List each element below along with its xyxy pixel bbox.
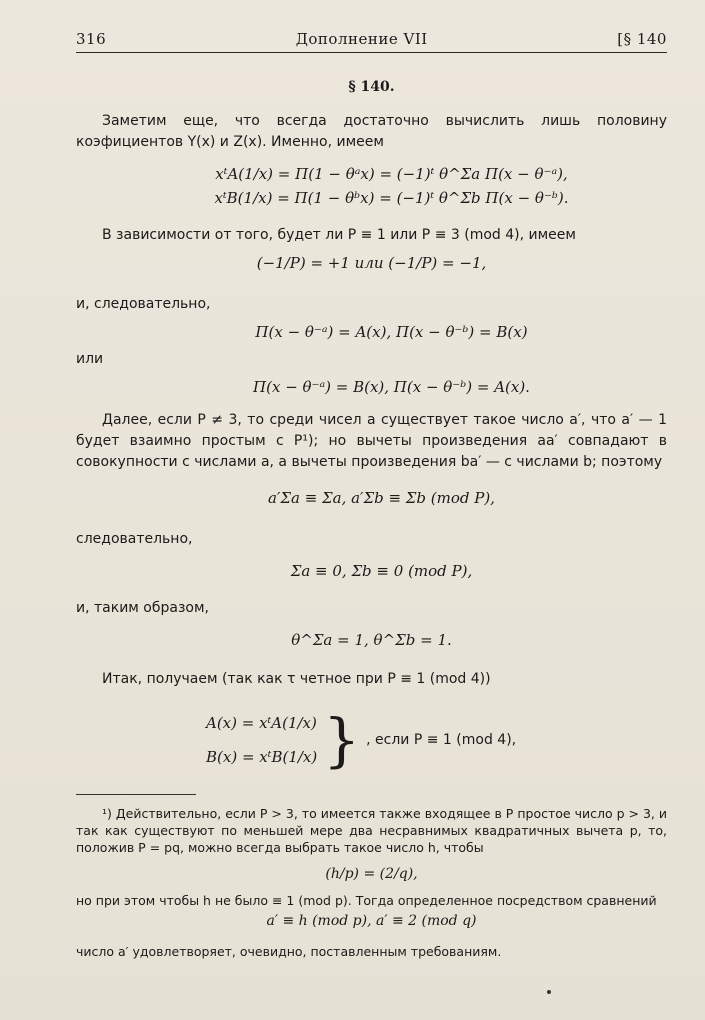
system-line-1: A(x) = xᵗA(1/x) <box>206 714 317 732</box>
footnote-text-3: число a′ удовлетворяет, очевидно, поставленным требованиям. <box>76 944 502 959</box>
paragraph-5: Далее, если P ≠ 3, то среди чисел a существует такое число a′, что a′ — 1 будет взаимно простым с P¹); но вычеты произведения aa′ совпадают в совокупности с числами a, а вычеты произведения ba′ — с числами b; поэтому <box>76 412 667 470</box>
paragraph-4: или <box>76 351 104 367</box>
paragraph-7: и, таким образом, <box>76 600 209 616</box>
ink-speck <box>547 990 551 994</box>
equation-system-lines <box>206 706 317 774</box>
running-title: Дополнение VII <box>295 30 428 48</box>
formula-5: Π(x − θ⁻ᵃ) = B(x), Π(x − θ⁻ᵇ) = A(x). <box>253 378 530 396</box>
footnote-formula-2: a′ ≡ h (mod p), a′ ≡ 2 (mod q) <box>266 913 477 929</box>
system-condition: , если P ≡ 1 (mod 4), <box>366 732 517 748</box>
formula-7: Σa ≡ 0, Σb ≡ 0 (mod P), <box>290 562 473 580</box>
right-brace: } <box>323 706 361 774</box>
formula-4: Π(x − θ⁻ᵃ) = A(x), Π(x − θ⁻ᵇ) = B(x) <box>255 323 528 341</box>
paragraph-1: Заметим еще, что всегда достаточно вычислить лишь половину коэфициентов Y(x) и Z(x). Именно, имеем <box>76 113 667 150</box>
footnote-text-2: но при этом чтобы h не было ≡ 1 (mod p). Тогда определенное посредством сравнений <box>76 893 657 908</box>
footnote <box>76 805 667 960</box>
formula-3: (−1/P) = +1 или (−1/P) = −1, <box>256 254 487 272</box>
formula-8: θ^Σa = 1, θ^Σb = 1. <box>291 631 452 649</box>
paragraph-8: Итак, получаем (так как τ четное при P ≡ 1 (mod 4)) <box>102 671 491 687</box>
section-reference: [§ 140 <box>617 30 667 48</box>
paragraph-2: В зависимости от того, будет ли P ≡ 1 или P ≡ 3 (mod 4), имеем <box>102 227 576 243</box>
formula-6: a′Σa ≡ Σa, a′Σb ≡ Σb (mod P), <box>268 489 495 507</box>
page-header <box>76 30 667 53</box>
formula-2: xᵗB(1/x) = Π(1 − θᵇx) = (−1)ᵗ θ^Σb Π(x − θ⁻ᵇ). <box>214 189 569 207</box>
footnote-text-1: ¹) Действительно, если P > 3, то имеется также входящее в P простое число p > 3, и так как существуют по меньшей мере два несравнимых квадратичных вычета p, то, положив P = pq, можно всегда выбрать такое число h, чтобы <box>76 806 667 855</box>
paragraph-3: и, следовательно, <box>76 296 211 312</box>
page-number: 316 <box>76 30 107 48</box>
equation-system <box>206 706 667 774</box>
paragraph-6: следовательно, <box>76 531 193 547</box>
footnote-formula-1: (h/p) = (2/q), <box>325 866 418 882</box>
system-line-2: B(x) = xᵗB(1/x) <box>206 748 318 766</box>
footnote-divider <box>76 794 196 795</box>
section-title: § 140. <box>348 79 395 95</box>
formula-1: xᵗA(1/x) = Π(1 − θᵃx) = (−1)ᵗ θ^Σa Π(x − θ⁻ᵃ), <box>215 165 568 183</box>
